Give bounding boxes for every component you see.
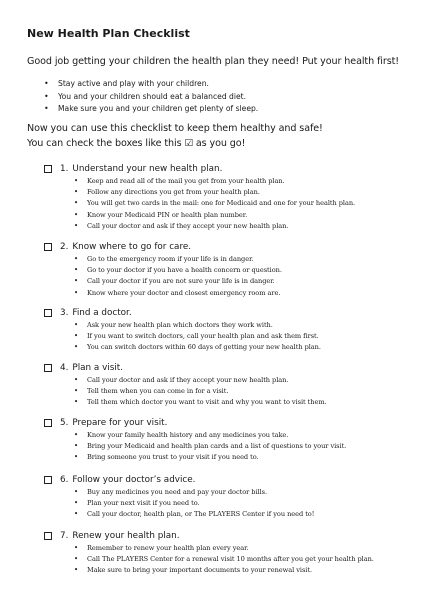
checkbox[interactable] — [44, 364, 52, 372]
section-number: 3. — [60, 308, 69, 318]
list-item: • Keep and read all of the mail you get from your health plan. — [74, 176, 355, 187]
section-6 — [44, 475, 314, 521]
tips-list — [44, 78, 258, 116]
tip-item: • Make sure you and your children get plenty of sleep. — [44, 103, 258, 116]
list-item: • Follow any directions you get from your health plan. — [74, 187, 355, 198]
list-item: • Go to your doctor if you have a health concern or question. — [74, 265, 282, 276]
section-number: 4. — [60, 363, 69, 373]
list-item: • Call your doctor and ask if they accept your new health plan. — [74, 221, 355, 232]
checkbox[interactable] — [44, 165, 52, 173]
checkbox[interactable] — [44, 476, 52, 484]
section-number: 2. — [60, 242, 69, 252]
section-items — [74, 543, 374, 577]
list-item: • Remember to renew your health plan every year. — [74, 543, 374, 554]
list-item: • Know your family health history and any medicines you take. — [74, 430, 346, 441]
page-title: New Health Plan Checklist — [27, 27, 190, 40]
checkbox[interactable] — [44, 309, 52, 317]
section-heading: Follow your doctor’s advice. — [72, 475, 196, 485]
list-item: • Call your doctor and ask if they accept your new health plan. — [74, 375, 327, 386]
list-item: • Know your Medicaid PIN or health plan number. — [74, 210, 355, 221]
list-item: • Go to the emergency room if your life is in danger. — [74, 254, 282, 265]
section-heading: Know where to go for care. — [72, 242, 192, 252]
section-number: 7. — [60, 531, 69, 541]
list-item: • Tell them which doctor you want to visit and why you want to visit them. — [74, 397, 327, 408]
list-item: • You will get two cards in the mail: one for Medicaid and one for your health plan. — [74, 198, 355, 209]
tip-item: • Stay active and play with your children. — [44, 78, 258, 91]
tip-item: • You and your children should eat a balanced diet. — [44, 91, 258, 104]
list-item: • If you want to switch doctors, call your health plan and ask them first. — [74, 331, 321, 342]
section-items — [74, 176, 355, 232]
intro-text: Good job getting your children the health plan they need! Put your health first! — [27, 56, 400, 67]
list-item: • Call your doctor if you are not sure your life is in danger. — [74, 276, 282, 287]
section-4 — [44, 363, 327, 409]
section-heading: Find a doctor. — [72, 308, 132, 318]
section-5 — [44, 418, 346, 464]
list-item: • Bring your Medicaid and health plan cards and a list of questions to your visit. — [74, 441, 346, 452]
section-3 — [44, 308, 321, 354]
section-number: 1. — [60, 164, 69, 174]
section-items — [74, 254, 282, 299]
list-item: • You can switch doctors within 60 days of getting your new health plan. — [74, 342, 321, 353]
checkbox[interactable] — [44, 419, 52, 427]
list-item: • Call your doctor, health plan, or The PLAYERS Center if you need to! — [74, 509, 314, 520]
checkbox[interactable] — [44, 243, 52, 251]
section-2 — [44, 242, 282, 299]
section-7 — [44, 531, 374, 577]
section-heading: Plan a visit. — [72, 363, 124, 373]
list-item: • Know where your doctor and closest emergency room are. — [74, 288, 282, 299]
list-item: • Bring someone you trust to your visit if you need to. — [74, 452, 346, 463]
section-items — [74, 375, 327, 409]
section-heading: Renew your health plan. — [72, 531, 180, 541]
lead-line-2: You can check the boxes like this ☑ as you go! — [27, 138, 246, 149]
section-items — [74, 320, 321, 354]
list-item: • Call The PLAYERS Center for a renewal visit 10 months after you get your health plan. — [74, 554, 374, 565]
list-item: • Plan your next visit if you need to. — [74, 498, 314, 509]
list-item: • Buy any medicines you need and pay your doctor bills. — [74, 487, 314, 498]
section-1 — [44, 164, 355, 232]
list-item: • Ask your new health plan which doctors they work with. — [74, 320, 321, 331]
section-heading: Prepare for your visit. — [72, 418, 168, 428]
section-number: 5. — [60, 418, 69, 428]
section-items — [74, 487, 314, 521]
list-item: • Make sure to bring your important documents to your renewal visit. — [74, 565, 374, 576]
section-items — [74, 430, 346, 464]
section-heading: Understand your new health plan. — [72, 164, 223, 174]
checkbox[interactable] — [44, 532, 52, 540]
list-item: • Tell them when you can come in for a visit. — [74, 386, 327, 397]
section-number: 6. — [60, 475, 69, 485]
lead-line-1: Now you can use this checklist to keep them healthy and safe! — [27, 123, 323, 134]
